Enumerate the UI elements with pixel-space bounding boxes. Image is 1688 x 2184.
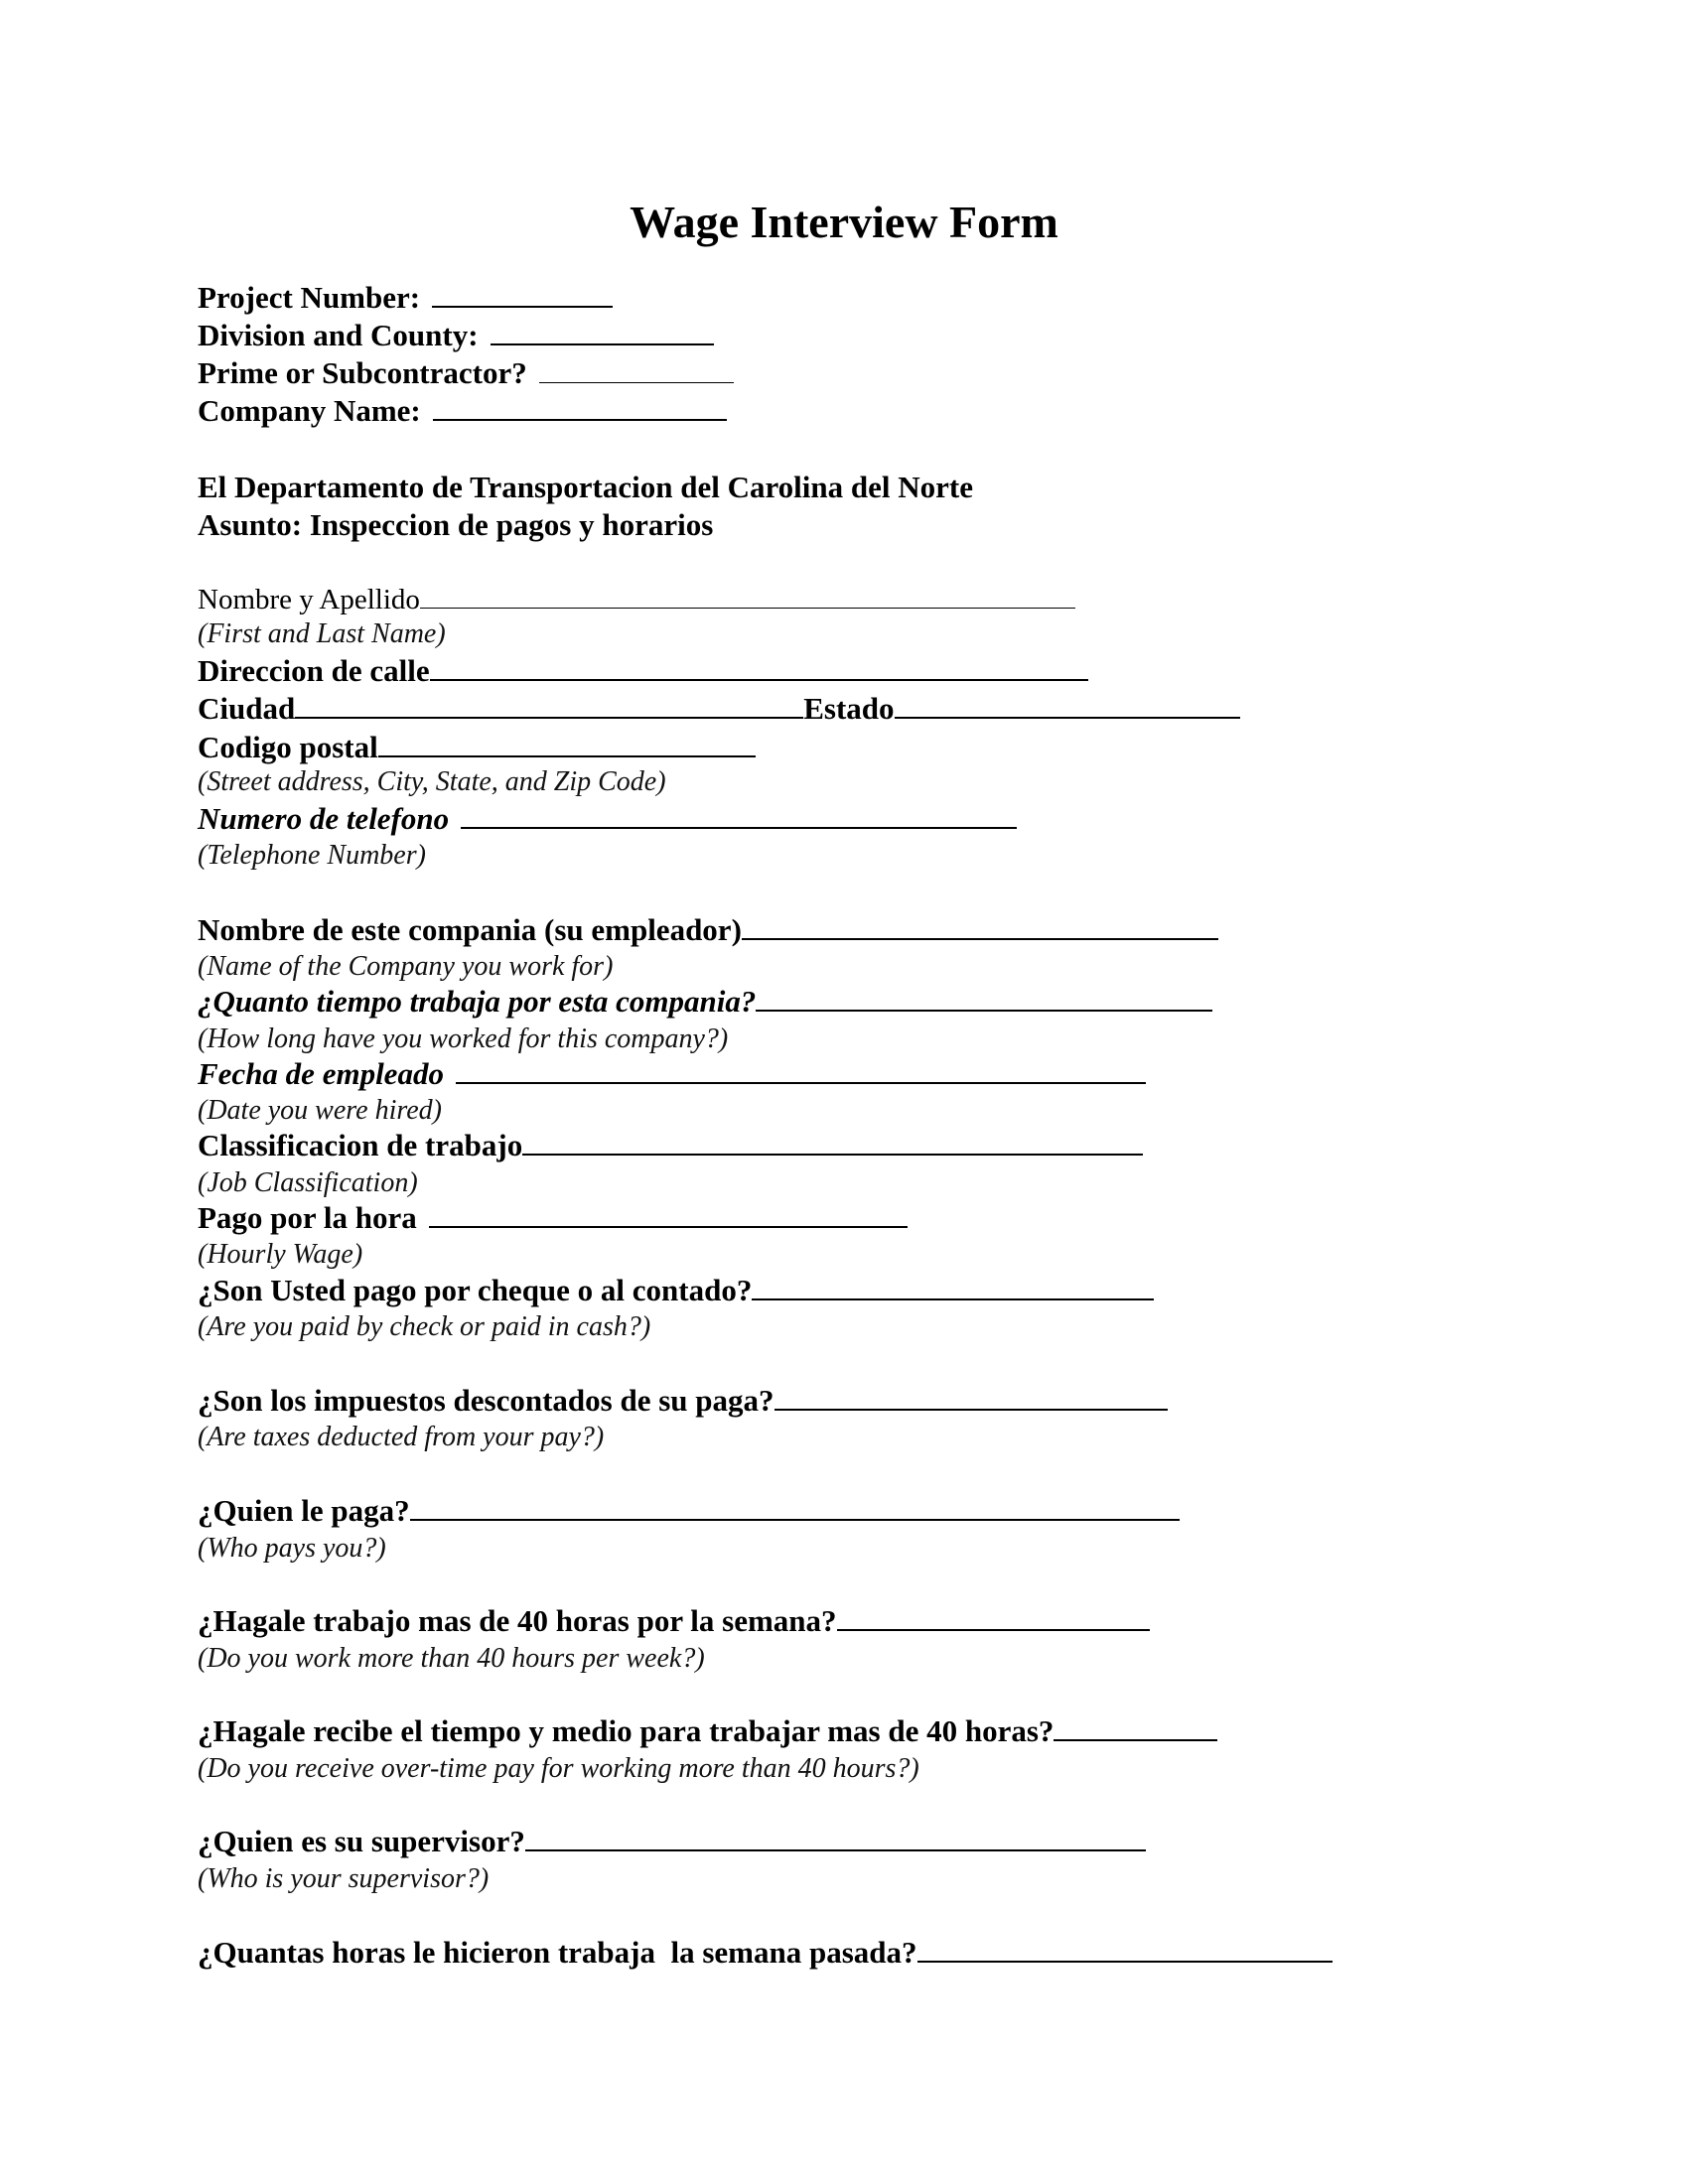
nombre-row [198,581,1075,618]
supervisor-blank[interactable] [525,1824,1146,1851]
ciudad-estado-row [198,690,1240,728]
nombre-label: Nombre y Apellido [198,584,420,615]
overtime-blank[interactable] [1054,1713,1217,1741]
horas-semana-row [198,1934,1333,1972]
quien-paga-en: (Who pays you?) [198,1533,386,1564]
horas-semana-label: ¿Quantas horas le hicieron trabaja la semana pasada? [198,1935,917,1970]
cheque-blank[interactable] [752,1273,1154,1300]
cheque-en: (Are you paid by check or paid in cash?) [198,1311,651,1342]
form-title: Wage Interview Form [630,197,1058,247]
supervisor-label: ¿Quien es su supervisor? [198,1824,525,1858]
clasificacion-blank[interactable] [522,1128,1143,1156]
overtime-row [198,1712,1217,1750]
nombre-en: (First and Last Name) [198,618,446,649]
address-en: (Street address, City, State, and Zip Code) [198,766,666,797]
intro-line-2: Asunto: Inspeccion de pagos y horarios [198,507,714,542]
cheque-label: ¿Son Usted pago por cheque o al contado? [198,1273,753,1307]
horas40-label: ¿Hagale trabajo mas de 40 horas por la semana? [198,1603,837,1638]
company-name-row [198,392,727,430]
overtime-label: ¿Hagale recibe el tiempo y medio para trabajar mas de 40 horas? [198,1713,1055,1748]
direccion-blank[interactable] [430,653,1088,681]
impuestos-row [198,1382,1168,1420]
project-number-blank[interactable] [432,280,613,308]
clasificacion-en: (Job Classification) [198,1167,418,1198]
codigo-row [198,729,756,766]
direccion-label: Direccion de calle [198,653,430,688]
intro-line-1: El Departamento de Transportacion del Carolina del Norte [198,470,973,504]
telefono-row [198,800,1017,838]
tiempo-row [198,983,1212,1021]
estado-blank[interactable] [895,691,1240,719]
pago-label: Pago por la hora [198,1200,417,1235]
quien-paga-label: ¿Quien le paga? [198,1493,410,1528]
clasificacion-row [198,1127,1143,1164]
impuestos-label: ¿Son los impuestos descontados de su paga? [198,1383,774,1418]
telefono-en: (Telephone Number) [198,840,426,871]
prime-sub-blank[interactable] [539,356,734,383]
estado-label: Estado [803,691,895,726]
codigo-label: Codigo postal [198,730,378,764]
cheque-row [198,1272,1154,1309]
tiempo-en: (How long have you worked for this company?) [198,1024,729,1054]
division-county-blank[interactable] [491,318,714,345]
impuestos-en: (Are taxes deducted from your pay?) [198,1422,605,1452]
prime-sub-label: Prime or Subcontractor? [198,355,527,390]
compania-blank[interactable] [742,912,1218,940]
direccion-row [198,652,1088,690]
horas40-blank[interactable] [837,1603,1150,1631]
codigo-blank[interactable] [378,730,756,757]
ciudad-label: Ciudad [198,691,296,726]
project-number-row [198,279,613,317]
company-name-label: Company Name: [198,393,421,428]
fecha-en: (Date you were hired) [198,1095,442,1126]
division-county-label: Division and County: [198,318,479,352]
overtime-en: (Do you receive over-time pay for working more than 40 hours?) [198,1753,919,1784]
tiempo-blank[interactable] [756,984,1212,1012]
fecha-label: Fecha de empleado [198,1056,444,1091]
project-number-label: Project Number: [198,280,421,315]
ciudad-blank[interactable] [295,691,803,719]
compania-row [198,911,1218,949]
prime-sub-row [198,354,734,392]
pago-en: (Hourly Wage) [198,1239,363,1270]
nombre-blank[interactable] [420,582,1075,609]
supervisor-row [198,1823,1146,1860]
supervisor-en: (Who is your supervisor?) [198,1863,490,1894]
compania-en: (Name of the Company you work for) [198,951,614,982]
pago-blank[interactable] [429,1200,908,1228]
compania-label: Nombre de este compania (su empleador) [198,912,742,947]
horas-semana-blank[interactable] [917,1935,1333,1963]
telefono-blank[interactable] [461,801,1017,829]
fecha-blank[interactable] [456,1056,1146,1084]
quien-paga-row [198,1492,1180,1530]
horas40-en: (Do you work more than 40 hours per week?) [198,1643,705,1674]
impuestos-blank[interactable] [774,1383,1168,1411]
horas40-row [198,1602,1150,1640]
telefono-label: Numero de telefono [198,801,450,836]
clasificacion-label: Classificacion de trabajo [198,1128,523,1162]
fecha-row [198,1055,1146,1093]
division-county-row [198,317,714,354]
quien-paga-blank[interactable] [410,1493,1180,1521]
tiempo-label: ¿Quanto tiempo trabaja por esta compania? [198,984,757,1019]
company-name-blank[interactable] [433,393,727,421]
pago-row [198,1199,908,1237]
